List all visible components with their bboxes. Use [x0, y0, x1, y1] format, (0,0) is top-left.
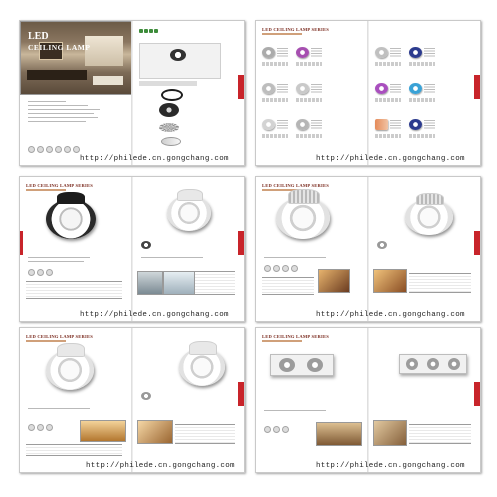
series-title: LED CEILING LAMP SERIES	[26, 334, 94, 339]
series-title: LED CEILING LAMP SERIES	[262, 183, 330, 188]
thumb-icon	[73, 146, 80, 153]
application-photo	[373, 420, 407, 446]
spec-table	[26, 444, 122, 456]
watermark-url: http://philede.cn.gongchang.com	[80, 311, 229, 319]
product-cell	[294, 79, 324, 105]
body-text-line	[28, 408, 90, 409]
body-text-line	[28, 257, 90, 258]
series-title: LED CEILING LAMP SERIES	[26, 183, 94, 188]
spec-table	[409, 424, 471, 444]
watermark-url: http://philede.cn.gongchang.com	[316, 155, 465, 163]
lens-disc	[161, 137, 181, 146]
downlight-hero-image	[276, 197, 330, 239]
product-thumbnails	[28, 146, 80, 153]
catalog-page-right	[369, 21, 480, 165]
spec-lines	[390, 120, 401, 129]
product-thumbnails	[264, 426, 289, 433]
body-text-line	[28, 101, 66, 102]
body-text-line	[28, 117, 98, 118]
catalog-page-right	[369, 177, 480, 321]
spec-row	[296, 134, 322, 138]
spec-row	[409, 62, 435, 66]
cover-subtitle: CEILING LAMP	[28, 43, 91, 52]
product-cell	[373, 79, 403, 105]
spec-row	[409, 134, 435, 138]
catalog-spread-5	[19, 327, 245, 473]
body-text-line	[28, 261, 84, 262]
body-text-line	[141, 257, 203, 258]
lamp-head	[279, 358, 295, 372]
led-module-disc	[159, 103, 179, 117]
catalog-page-left	[256, 328, 367, 472]
chapter-tab	[474, 75, 480, 99]
catalog-page-left	[256, 21, 367, 165]
spec-table	[175, 424, 235, 444]
downlight-icon	[375, 83, 388, 94]
product-cell	[373, 43, 403, 69]
downlight-icon	[409, 47, 422, 58]
spec-table	[26, 281, 122, 299]
downlight-icon	[409, 119, 422, 130]
spec-row	[409, 98, 435, 102]
body-text-line	[28, 121, 86, 122]
catalog-spread-6	[255, 327, 481, 473]
catalog-page-left	[20, 21, 131, 165]
series-underline	[262, 33, 302, 35]
module-disc	[141, 241, 151, 249]
downlight-hero-image	[46, 350, 94, 390]
spec-row	[375, 98, 401, 102]
thumb-icon	[55, 146, 62, 153]
product-cell	[260, 79, 290, 105]
spec-lines	[277, 84, 288, 93]
body-text-line	[264, 410, 326, 411]
watermark-url: http://philede.cn.gongchang.com	[80, 155, 229, 163]
spec-lines	[424, 120, 435, 129]
module-disc	[141, 392, 151, 400]
product-cell	[294, 43, 324, 69]
downlight-hero-image	[179, 348, 225, 386]
feature-icons	[139, 29, 158, 33]
thumb-icon	[46, 146, 53, 153]
catalog-page-right	[369, 328, 480, 472]
series-underline	[262, 340, 302, 342]
lamp-head	[427, 358, 439, 370]
lamp-head	[307, 358, 323, 372]
spec-table	[195, 271, 235, 295]
downlight-icon	[296, 47, 309, 58]
product-cell	[407, 79, 437, 105]
application-photo	[373, 269, 407, 293]
lamp-housing	[189, 341, 217, 354]
downlight-hero-image	[167, 195, 211, 231]
downlight-icon	[262, 47, 275, 58]
sofa-shape	[93, 76, 123, 85]
catalog-spread-2	[255, 20, 481, 166]
downlight-icon	[296, 119, 309, 130]
downlight-icon	[409, 83, 422, 94]
desk-shape	[27, 70, 87, 80]
ring-lamp	[161, 89, 183, 101]
downlight-icon	[262, 83, 275, 94]
product-cell	[373, 115, 403, 141]
spec-lines	[424, 84, 435, 93]
spec-row	[375, 62, 401, 66]
application-photo	[318, 269, 350, 293]
application-photo	[80, 420, 126, 442]
lamp-housing	[57, 343, 86, 357]
chapter-tab	[238, 231, 244, 255]
product-cell	[260, 115, 290, 141]
spec-row	[262, 134, 288, 138]
catalog-page-left	[20, 328, 131, 472]
application-photo	[163, 271, 195, 295]
chapter-tab	[474, 231, 480, 255]
downlight-hero-image	[405, 199, 453, 235]
watermark-url: http://philede.cn.gongchang.com	[316, 462, 465, 470]
spec-row	[296, 62, 322, 66]
catalog-page-right	[133, 21, 244, 165]
spec-lines	[390, 84, 401, 93]
grille-light-image	[270, 354, 334, 376]
catalog-spread-1	[19, 20, 245, 166]
spec-row	[262, 98, 288, 102]
spec-lines	[311, 120, 322, 129]
cover-title: LED	[28, 31, 49, 42]
thumb-icon	[37, 146, 44, 153]
downlight-hero-image	[46, 199, 96, 239]
heatsink-disc	[159, 123, 179, 132]
section-banner	[139, 81, 197, 86]
spec-lines	[424, 48, 435, 57]
spec-table	[262, 277, 314, 295]
product-cell	[260, 43, 290, 69]
spec-lines	[311, 48, 322, 57]
spec-lines	[277, 48, 288, 57]
thumb-icon	[64, 146, 71, 153]
lamp-housing	[177, 189, 204, 202]
chapter-tab	[20, 231, 23, 255]
chapter-tab	[474, 382, 480, 406]
spec-lines	[390, 48, 401, 57]
lamp-housing	[416, 193, 445, 206]
lamp-housing	[57, 192, 85, 204]
watermark-url: http://philede.cn.gongchang.com	[316, 311, 465, 319]
product-cell	[407, 115, 437, 141]
catalog-page-left	[256, 177, 367, 321]
product-cell	[294, 115, 324, 141]
body-text-line	[28, 109, 100, 110]
series-title: LED CEILING LAMP SERIES	[262, 334, 330, 339]
application-photo	[316, 422, 362, 446]
lamp-head	[406, 358, 418, 370]
chapter-tab	[238, 382, 244, 406]
window-panel	[85, 36, 123, 66]
series-underline	[26, 340, 66, 342]
spec-table	[409, 273, 471, 293]
series-underline	[26, 189, 66, 191]
catalog-spread-4	[255, 176, 481, 322]
product-thumbnails	[28, 424, 53, 431]
downlight-icon	[262, 119, 275, 130]
product-diagram-box	[139, 43, 221, 79]
watermark-url: http://philede.cn.gongchang.com	[86, 462, 235, 470]
spec-row	[296, 98, 322, 102]
lamp-housing	[288, 189, 320, 204]
grille-light-image	[399, 354, 467, 374]
product-thumbnails	[264, 265, 298, 272]
module-disc	[377, 241, 387, 249]
product-cell	[407, 43, 437, 69]
spotlight-module	[170, 49, 186, 61]
spec-row	[262, 62, 288, 66]
downlight-icon	[375, 119, 388, 130]
application-photo	[137, 420, 173, 444]
catalog-page-left	[20, 177, 131, 321]
catalog-page-right	[133, 328, 244, 472]
body-text-line	[264, 257, 326, 258]
series-title: LED CEILING LAMP SERIES	[262, 27, 330, 32]
thumb-icon	[28, 146, 35, 153]
downlight-icon	[296, 83, 309, 94]
application-photo	[137, 271, 163, 295]
product-thumbnails	[28, 269, 53, 276]
spec-row	[375, 134, 401, 138]
body-text-line	[28, 113, 94, 114]
catalog-page-right	[133, 177, 244, 321]
spec-lines	[277, 120, 288, 129]
catalog-spread-3	[19, 176, 245, 322]
downlight-icon	[375, 47, 388, 58]
lamp-head	[448, 358, 460, 370]
body-text-line	[28, 105, 88, 106]
chapter-tab	[238, 75, 244, 99]
spec-lines	[311, 84, 322, 93]
